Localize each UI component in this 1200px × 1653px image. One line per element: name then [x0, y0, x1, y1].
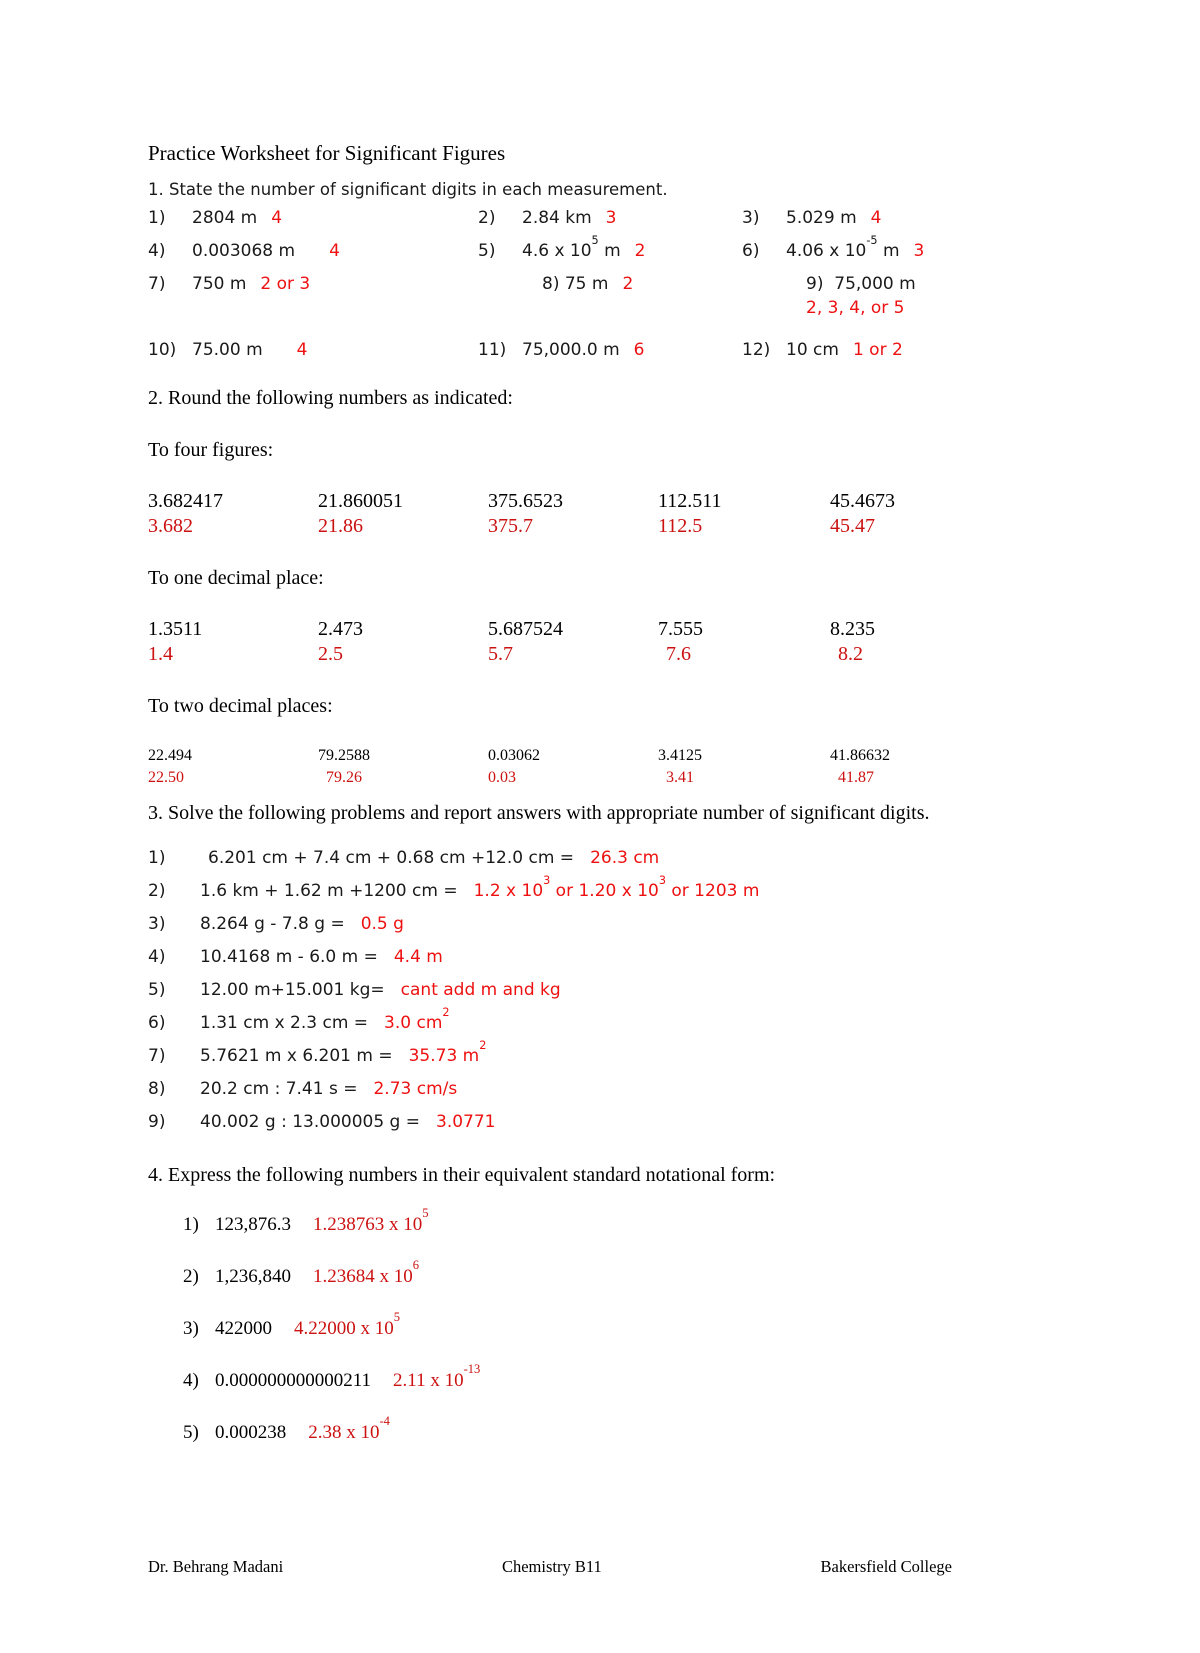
- round-value: 8.235: [830, 618, 875, 640]
- round-answer: 375.7: [488, 515, 533, 537]
- exponent: 3: [543, 874, 551, 888]
- footer-course: Chemistry B11: [501, 1557, 602, 1576]
- problem-text: 10.4168 m - 6.0 m =: [200, 947, 378, 967]
- item-number: 2): [183, 1266, 199, 1287]
- sigfig-item-4: [148, 239, 478, 263]
- section1-row-4: [148, 338, 1080, 362]
- answer-part: 1.23684 x 10: [313, 1266, 413, 1287]
- page-title: Practice Worksheet for Significant Figures: [148, 141, 506, 165]
- round-value: 45.4673: [830, 490, 895, 512]
- answer-text: 4.4 m: [393, 947, 443, 967]
- answer-part: 3.0 cm: [384, 1013, 443, 1033]
- answer-text: [408, 1039, 487, 1066]
- exponent: 6: [412, 1258, 420, 1273]
- number-value: 0.000238: [215, 1422, 287, 1443]
- item-number: 3): [183, 1318, 199, 1339]
- round-values-row: [148, 745, 1080, 767]
- round-value: 79.2588: [318, 747, 370, 764]
- answer-text: 4: [271, 208, 283, 228]
- number-value: 1,236,840: [215, 1266, 291, 1287]
- answer-part: 1.2 x 10: [473, 881, 544, 901]
- problem-item-7: [148, 1040, 978, 1073]
- sigfig-item-8: [478, 272, 742, 320]
- item-number: 5): [478, 241, 496, 261]
- round-answer: 1.4: [148, 643, 173, 665]
- answer-text: 3: [913, 241, 925, 261]
- sigfig-item-11: [478, 338, 742, 362]
- section3: [148, 798, 978, 1139]
- sigfig-item-9: [742, 272, 1080, 320]
- notation-item-1: [183, 1206, 978, 1236]
- item-number: 6): [148, 1013, 166, 1033]
- answer-text: [473, 874, 760, 901]
- problem-text: 5.7621 m x 6.201 m =: [200, 1046, 393, 1066]
- notation-item-4: [183, 1362, 978, 1392]
- round-answer: 8.2: [838, 643, 863, 665]
- measurement-text: 750 m: [192, 274, 247, 294]
- answer-text: 0.5 g: [360, 914, 404, 934]
- section1-row-3: [148, 272, 1080, 320]
- item-number: 10): [148, 340, 177, 360]
- notation-item-2: [183, 1258, 978, 1288]
- item-number: 9): [148, 1112, 166, 1132]
- sigfig-item-2: [478, 206, 742, 230]
- item-number: 4): [148, 241, 166, 261]
- round-value: 3.682417: [148, 490, 223, 512]
- item-line: [806, 272, 1080, 296]
- answer-text: 3: [605, 208, 617, 228]
- measurement-text: 75.00 m: [192, 340, 263, 360]
- answer-text: 4: [870, 208, 882, 228]
- footer-author: Dr. Behrang Madani: [148, 1557, 284, 1576]
- measurement-text: 75,000.0 m: [522, 340, 620, 360]
- round-values-row: [148, 617, 1080, 642]
- problem-text: 1.6 km + 1.62 m +1200 cm =: [200, 881, 458, 901]
- exponent: 3: [658, 874, 666, 888]
- exponent: -5: [866, 234, 878, 248]
- answer-text: [308, 1414, 390, 1443]
- measurement-text: 2.84 km: [522, 208, 592, 228]
- item-number: 1): [148, 848, 166, 868]
- exponent: 5: [393, 1310, 401, 1325]
- measurement-text: [786, 234, 900, 261]
- round-value: 7.555: [658, 618, 703, 640]
- item-number: 7): [148, 1046, 166, 1066]
- problem-text: 12.00 m+15.001 kg=: [200, 980, 385, 1000]
- answer-text: [313, 1206, 429, 1235]
- notation-item-3: [183, 1310, 978, 1340]
- answer-part: 2.11 x 10: [393, 1370, 464, 1391]
- round-answers-row: [148, 642, 1080, 667]
- round-answer: 45.47: [830, 515, 875, 537]
- number-value: 0.000000000000211: [215, 1370, 372, 1391]
- item-number: 4): [148, 947, 166, 967]
- sigfig-item-3: [742, 206, 1080, 230]
- answer-text: 26.3 cm: [590, 848, 660, 868]
- sigfig-item-10: [148, 338, 478, 362]
- section3-heading: 3. Solve the following problems and report answers with appropriate number of significant digits.: [148, 802, 930, 824]
- answer-text: [294, 1310, 401, 1339]
- item-number: 3): [148, 914, 166, 934]
- round-value: 2.473: [318, 618, 363, 640]
- item-number: 7): [148, 274, 166, 294]
- answer-part: 4.22000 x 10: [294, 1318, 394, 1339]
- round-answer: 79.26: [326, 769, 362, 786]
- answer-text: 4: [296, 340, 308, 360]
- problem-text: 20.2 cm : 7.41 s =: [200, 1079, 358, 1099]
- exponent: 2: [442, 1006, 450, 1020]
- exponent: -4: [379, 1414, 390, 1429]
- problem-item-4: [148, 941, 978, 974]
- item-number: 1): [148, 208, 166, 228]
- problem-item-1: [148, 842, 978, 875]
- item-number: 4): [183, 1370, 199, 1391]
- section1-grid: [148, 206, 1080, 362]
- round-group-label: To four figures:: [148, 439, 274, 461]
- answer-text: 1 or 2: [852, 340, 903, 360]
- round-answer: 3.41: [666, 769, 694, 786]
- round-answer: 5.7: [488, 643, 513, 665]
- answer-text: 2 or 3: [260, 274, 311, 294]
- round-answer: 41.87: [838, 769, 874, 786]
- round-answer: 3.682: [148, 515, 193, 537]
- round-value: 112.511: [658, 490, 722, 512]
- section4: [148, 1162, 978, 1444]
- item-number: 5): [183, 1422, 199, 1443]
- measurement-text: 0.003068 m: [192, 241, 296, 261]
- measurement-unit: m: [598, 241, 621, 261]
- measurement-base: 4.06 x 10: [786, 241, 867, 261]
- round-answer: 2.5: [318, 643, 343, 665]
- sigfig-item-7: [148, 272, 478, 320]
- number-value: 123,876.3: [215, 1214, 291, 1235]
- problem-item-6: [148, 1007, 978, 1040]
- answer-text: 2.73 cm/s: [373, 1079, 458, 1099]
- section2-heading: 2. Round the following numbers as indicated:: [148, 387, 513, 409]
- item-number: 5): [148, 980, 166, 1000]
- answer-part: 1.238763 x 10: [313, 1214, 423, 1235]
- sigfig-item-1: [148, 206, 478, 230]
- problem-item-3: [148, 908, 978, 941]
- problem-text: 6.201 cm + 7.4 cm + 0.68 cm +12.0 cm =: [208, 848, 575, 868]
- item-number: 12): [742, 340, 771, 360]
- section1-heading: 1. State the number of significant digits in each measurement.: [148, 180, 668, 199]
- answer-text: 6: [633, 340, 645, 360]
- notation-item-5: [183, 1414, 978, 1444]
- answer-text: 2: [622, 274, 634, 294]
- problem-item-5: [148, 974, 978, 1007]
- page-footer: [148, 1556, 952, 1578]
- answer-text: 4: [329, 241, 340, 261]
- item-number: 11): [478, 340, 507, 360]
- round-value: 1.3511: [148, 618, 203, 640]
- sigfig-item-6: [742, 234, 1080, 263]
- answer-part: or 1203 m: [665, 881, 760, 901]
- measurement-text: 75,000 m: [834, 274, 916, 294]
- round-value: 5.687524: [488, 618, 563, 640]
- answer-part: 2.38 x 10: [308, 1422, 380, 1443]
- footer-college: Bakersfield College: [820, 1557, 952, 1576]
- answer-text: 2: [634, 241, 646, 261]
- problem-item-8: [148, 1073, 978, 1106]
- round-value: 41.86632: [830, 747, 890, 764]
- exponent: 5: [422, 1206, 429, 1221]
- round-answer: 22.50: [148, 769, 184, 786]
- item-number: 3): [742, 208, 760, 228]
- measurement-text: 75 m: [564, 274, 609, 294]
- item-number: 8): [542, 274, 560, 294]
- round-answer: 21.86: [318, 515, 363, 537]
- section4-heading: 4. Express the following numbers in their equivalent standard notational form:: [148, 1164, 776, 1186]
- number-value: 422000: [215, 1318, 272, 1339]
- sigfig-item-12: [742, 338, 1080, 362]
- measurement-text: 2804 m: [192, 208, 258, 228]
- measurement-unit: m: [877, 241, 900, 261]
- round-values-row: [148, 489, 1080, 514]
- answer-part: 35.73 m: [408, 1046, 480, 1066]
- item-number: 2): [478, 208, 496, 228]
- section1-row-2: [148, 234, 1080, 263]
- round-answers-row: [148, 514, 1080, 539]
- round-value: 21.860051: [318, 490, 403, 512]
- measurement-text: 10 cm: [786, 340, 839, 360]
- item-number: 9): [806, 274, 824, 294]
- answer-text: 2, 3, 4, or 5: [806, 298, 905, 318]
- exponent: 2: [479, 1039, 487, 1053]
- answer-text: 3.0771: [436, 1112, 496, 1132]
- item-number: 8): [148, 1079, 166, 1099]
- round-value: 375.6523: [488, 490, 563, 512]
- problem-text: 8.264 g - 7.8 g =: [200, 914, 345, 934]
- item-number: 1): [183, 1214, 199, 1235]
- round-value: 3.4125: [658, 747, 702, 764]
- answer-text: [393, 1362, 481, 1391]
- answer-text: [313, 1258, 420, 1287]
- answer-text: [384, 1006, 450, 1033]
- measurement-text: 5.029 m: [786, 208, 857, 228]
- exponent: -13: [463, 1362, 481, 1377]
- answer-text: cant add m and kg: [400, 980, 561, 1000]
- item-number: 2): [148, 881, 166, 901]
- round-answer: 0.03: [488, 769, 516, 786]
- round-value: 22.494: [148, 747, 192, 764]
- section2: [148, 385, 1080, 789]
- round-answer: 7.6: [666, 643, 691, 665]
- problem-text: 1.31 cm x 2.3 cm =: [200, 1013, 369, 1033]
- answer-part: or 1.20 x 10: [550, 881, 659, 901]
- measurement-base: 4.6 x 10: [522, 241, 592, 261]
- round-value: 0.03062: [488, 747, 540, 764]
- problem-item-9: [148, 1106, 978, 1139]
- round-answer: 112.5: [658, 515, 703, 537]
- round-answers-row: [148, 767, 1080, 789]
- exponent: 5: [591, 234, 599, 248]
- sigfig-item-5: [478, 234, 742, 263]
- section3-list: [148, 842, 978, 1139]
- problem-text: 40.002 g : 13.000005 g =: [200, 1112, 420, 1132]
- round-group-label: To two decimal places:: [148, 695, 333, 717]
- problem-item-2: [148, 875, 978, 908]
- round-group-label: To one decimal place:: [148, 567, 324, 589]
- section1-row-1: [148, 206, 1080, 230]
- item-number: 6): [742, 241, 760, 261]
- measurement-text: [522, 234, 621, 261]
